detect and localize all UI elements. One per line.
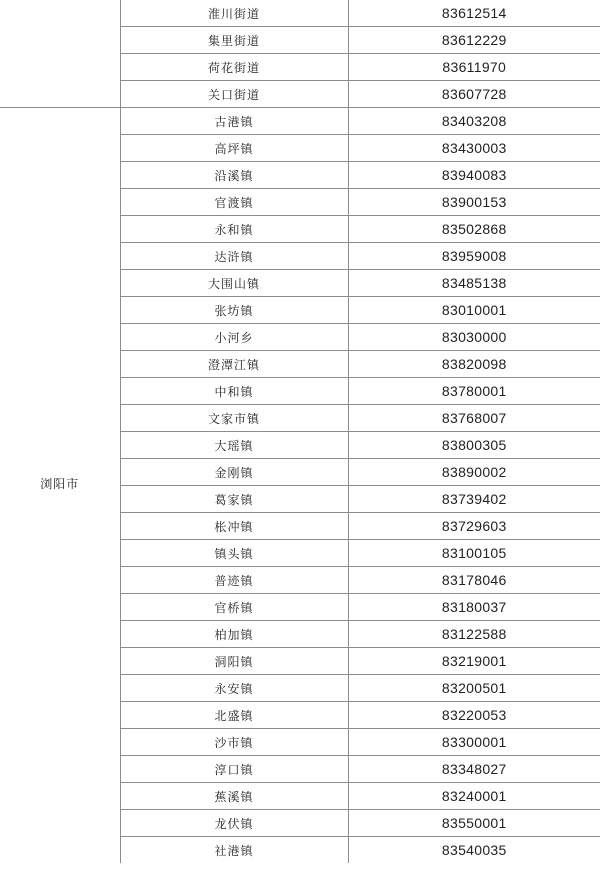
- town-name-cell: 荷花街道: [120, 54, 348, 81]
- phone-number-cell: 83959008: [348, 243, 600, 270]
- town-name-cell: 葛家镇: [120, 486, 348, 513]
- phone-number-cell: 83502868: [348, 216, 600, 243]
- phone-number-cell: 83348027: [348, 756, 600, 783]
- phone-number-cell: 83300001: [348, 729, 600, 756]
- town-name-cell: 镇头镇: [120, 540, 348, 567]
- town-name-cell: 高坪镇: [120, 135, 348, 162]
- town-name-cell: 永安镇: [120, 675, 348, 702]
- phone-number-cell: 83739402: [348, 486, 600, 513]
- town-name-cell: 大瑶镇: [120, 432, 348, 459]
- table-row: [0, 108, 600, 135]
- town-name-cell: 沙市镇: [120, 729, 348, 756]
- phone-number-cell: 83780001: [348, 378, 600, 405]
- phone-number-cell: 83607728: [348, 81, 600, 108]
- phone-number-cell: 83100105: [348, 540, 600, 567]
- phone-number-cell: 83010001: [348, 297, 600, 324]
- town-name-cell: 大围山镇: [120, 270, 348, 297]
- phone-number-cell: 83550001: [348, 810, 600, 837]
- town-name-cell: 达浒镇: [120, 243, 348, 270]
- town-name-cell: 古港镇: [120, 108, 348, 135]
- phone-number-cell: 83220053: [348, 702, 600, 729]
- phone-number-cell: 83430003: [348, 135, 600, 162]
- phone-number-cell: 83768007: [348, 405, 600, 432]
- town-name-cell: 社港镇: [120, 837, 348, 864]
- town-name-cell: 金刚镇: [120, 459, 348, 486]
- phone-number-cell: 83890002: [348, 459, 600, 486]
- phone-number-cell: 83485138: [348, 270, 600, 297]
- phone-number-cell: 83612514: [348, 0, 600, 27]
- city-name-cell: 浏阳市: [0, 108, 120, 864]
- town-name-cell: 淳口镇: [120, 756, 348, 783]
- town-name-cell: 沿溪镇: [120, 162, 348, 189]
- town-name-cell: 官桥镇: [120, 594, 348, 621]
- phone-number-cell: 83240001: [348, 783, 600, 810]
- phone-number-cell: 83940083: [348, 162, 600, 189]
- town-name-cell: 枨冲镇: [120, 513, 348, 540]
- table-row: [0, 0, 600, 27]
- phone-number-cell: 83611970: [348, 54, 600, 81]
- town-name-cell: 关口街道: [120, 81, 348, 108]
- town-name-cell: 小河乡: [120, 324, 348, 351]
- town-name-cell: 北盛镇: [120, 702, 348, 729]
- phone-number-cell: 83612229: [348, 27, 600, 54]
- town-name-cell: 中和镇: [120, 378, 348, 405]
- town-name-cell: 龙伏镇: [120, 810, 348, 837]
- town-name-cell: 普迹镇: [120, 567, 348, 594]
- phone-number-cell: 83900153: [348, 189, 600, 216]
- town-name-cell: 永和镇: [120, 216, 348, 243]
- town-name-cell: 官渡镇: [120, 189, 348, 216]
- town-name-cell: 蕉溪镇: [120, 783, 348, 810]
- town-name-cell: 张坊镇: [120, 297, 348, 324]
- previous-city-cell: [0, 0, 120, 108]
- town-name-cell: 洞阳镇: [120, 648, 348, 675]
- phone-number-cell: 83178046: [348, 567, 600, 594]
- phone-number-cell: 83180037: [348, 594, 600, 621]
- town-name-cell: 集里街道: [120, 27, 348, 54]
- phone-number-cell: 83200501: [348, 675, 600, 702]
- phone-number-cell: 83219001: [348, 648, 600, 675]
- phone-number-cell: 83820098: [348, 351, 600, 378]
- town-name-cell: 澄潭江镇: [120, 351, 348, 378]
- town-name-cell: 柏加镇: [120, 621, 348, 648]
- phone-number-cell: 83800305: [348, 432, 600, 459]
- town-name-cell: 文家市镇: [120, 405, 348, 432]
- town-name-cell: 淮川街道: [120, 0, 348, 27]
- phone-number-cell: 83729603: [348, 513, 600, 540]
- phone-number-cell: 83403208: [348, 108, 600, 135]
- phone-number-cell: 83122588: [348, 621, 600, 648]
- phone-number-cell: 83540035: [348, 837, 600, 864]
- phone-number-cell: 83030000: [348, 324, 600, 351]
